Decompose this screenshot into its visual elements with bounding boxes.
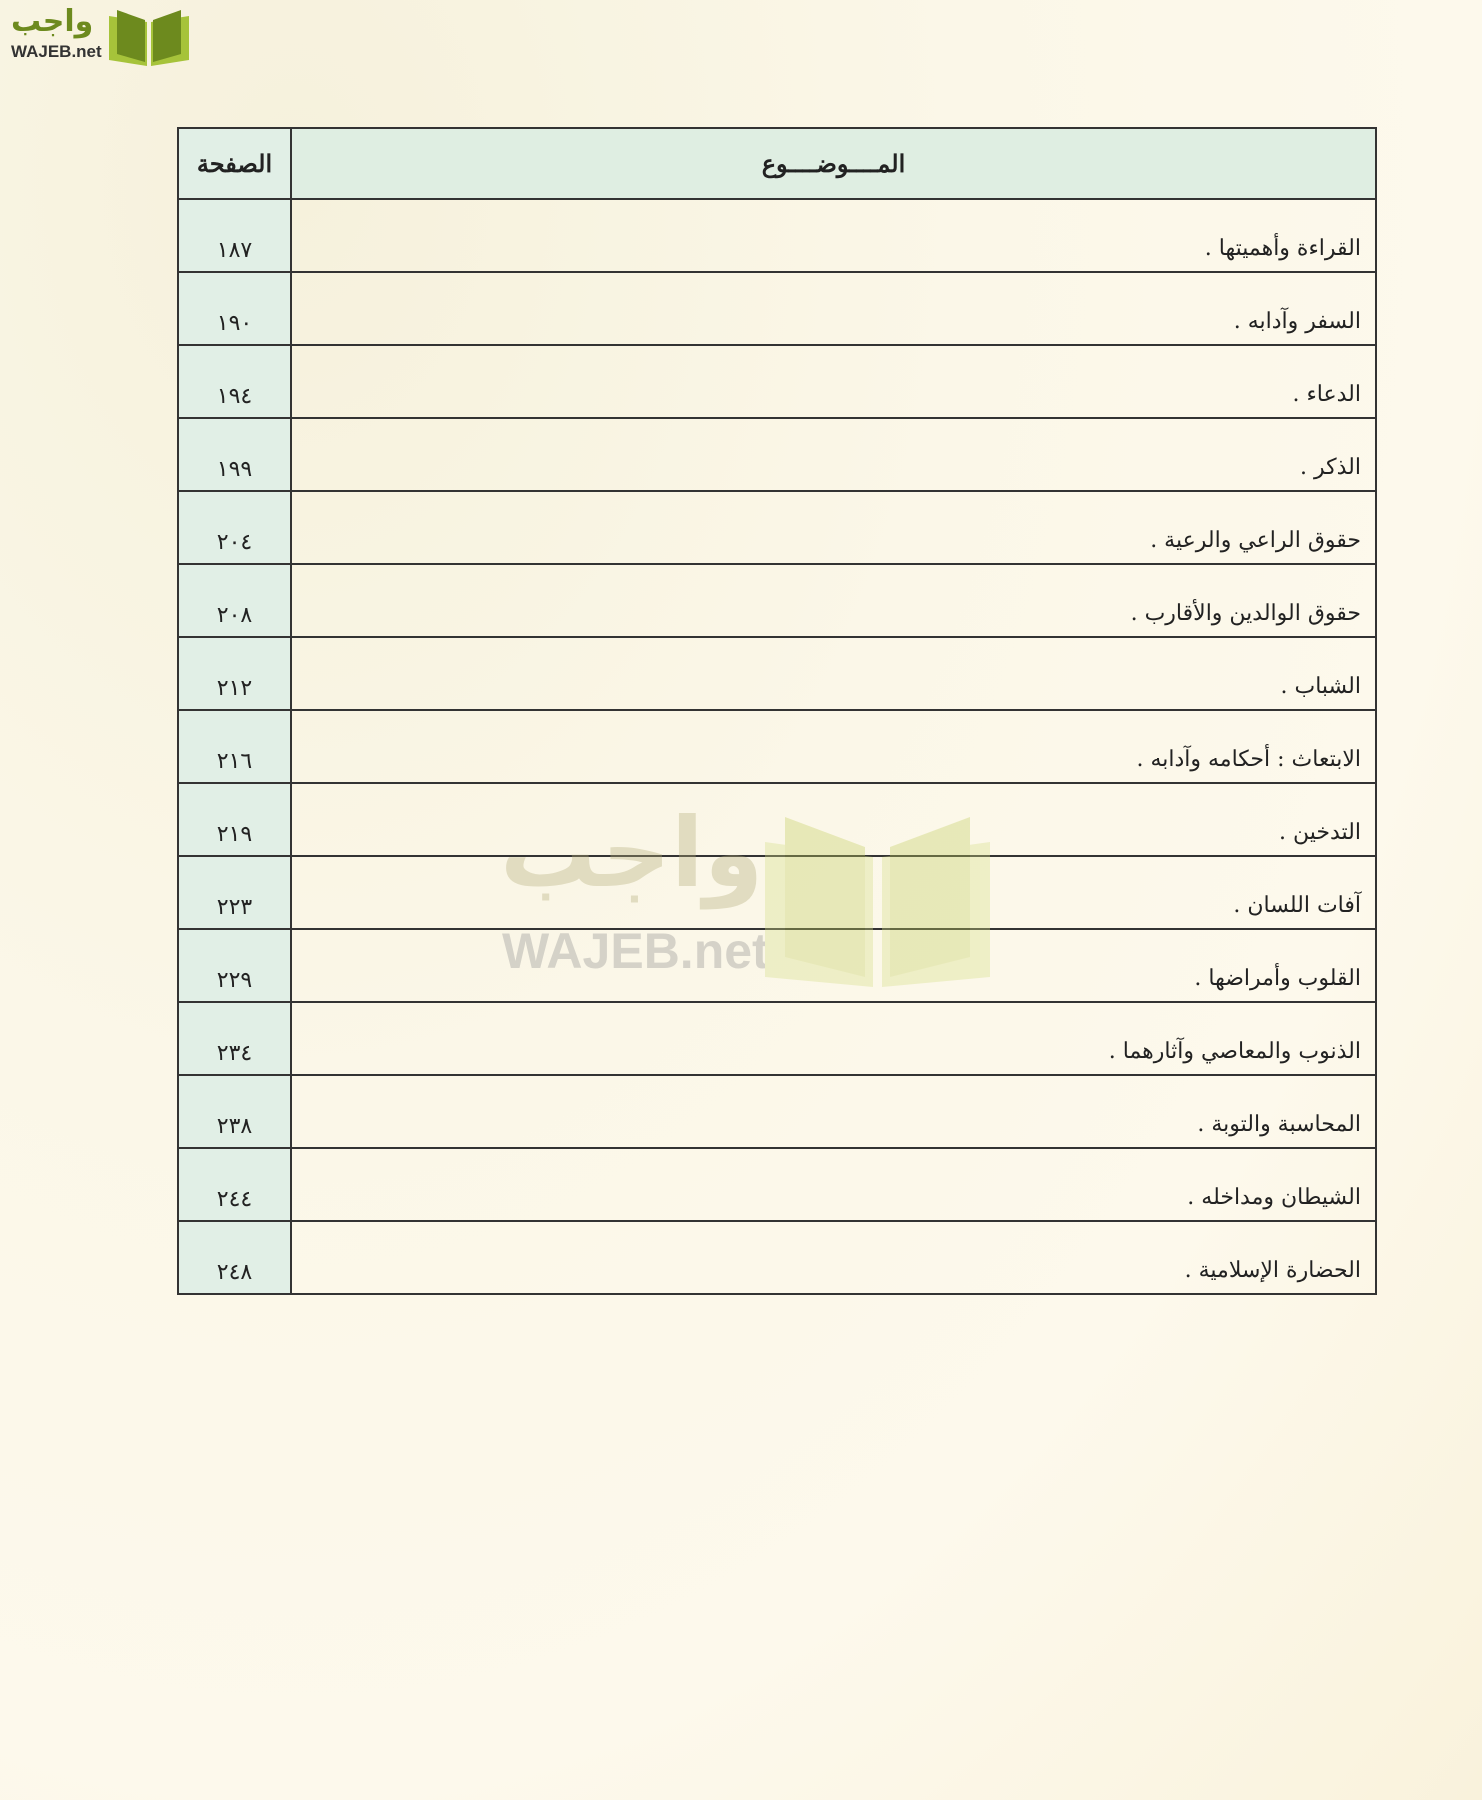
table-row bbox=[178, 418, 1376, 491]
topic-cell: الحضارة الإسلامية . bbox=[291, 1221, 1376, 1294]
table-row bbox=[178, 710, 1376, 783]
book-icon bbox=[107, 6, 191, 66]
table-row bbox=[178, 491, 1376, 564]
topic-cell: المحاسبة والتوبة . bbox=[291, 1075, 1376, 1148]
page-number-cell: ٢٢٩ bbox=[178, 929, 291, 1002]
table-row bbox=[178, 637, 1376, 710]
table-row bbox=[178, 1075, 1376, 1148]
table-row bbox=[178, 272, 1376, 345]
table-row bbox=[178, 783, 1376, 856]
table-row bbox=[178, 345, 1376, 418]
header-topic: المــــوضــــوع bbox=[291, 128, 1376, 199]
topic-cell: آفات اللسان . bbox=[291, 856, 1376, 929]
table-row bbox=[178, 1148, 1376, 1221]
topic-cell: الشيطان ومداخله . bbox=[291, 1148, 1376, 1221]
topic-cell: الشباب . bbox=[291, 637, 1376, 710]
page-number-cell: ٢٢٣ bbox=[178, 856, 291, 929]
page-number-cell: ١٩٤ bbox=[178, 345, 291, 418]
table-row bbox=[178, 199, 1376, 272]
page-number-cell: ٢١٦ bbox=[178, 710, 291, 783]
topic-cell: الذنوب والمعاصي وآثارهما . bbox=[291, 1002, 1376, 1075]
table-row bbox=[178, 856, 1376, 929]
topic-cell: القراءة وأهميتها . bbox=[291, 199, 1376, 272]
page-number-cell: ١٩٩ bbox=[178, 418, 291, 491]
topic-cell: التدخين . bbox=[291, 783, 1376, 856]
table-row bbox=[178, 1221, 1376, 1294]
page-number-cell: ٢١٢ bbox=[178, 637, 291, 710]
page-number-cell: ١٩٠ bbox=[178, 272, 291, 345]
logo-arabic: واجب bbox=[11, 4, 94, 39]
table-row bbox=[178, 1002, 1376, 1075]
topic-cell: الدعاء . bbox=[291, 345, 1376, 418]
table-of-contents bbox=[177, 127, 1377, 1295]
topic-cell: الذكر . bbox=[291, 418, 1376, 491]
page-number-cell: ٢٤٤ bbox=[178, 1148, 291, 1221]
page-number-cell: ٢٠٨ bbox=[178, 564, 291, 637]
topic-cell: حقوق الوالدين والأقارب . bbox=[291, 564, 1376, 637]
topic-cell: السفر وآدابه . bbox=[291, 272, 1376, 345]
watermark-arabic: واجب bbox=[500, 797, 764, 909]
page-number-cell: ٢٠٤ bbox=[178, 491, 291, 564]
page-number-cell: ١٨٧ bbox=[178, 199, 291, 272]
table-row bbox=[178, 929, 1376, 1002]
logo-english: WAJEB.net bbox=[11, 42, 102, 61]
header-page: الصفحة bbox=[178, 128, 291, 199]
topic-cell: الابتعاث : أحكامه وآدابه . bbox=[291, 710, 1376, 783]
table-row bbox=[178, 564, 1376, 637]
topic-cell: القلوب وأمراضها . bbox=[291, 929, 1376, 1002]
table-header-row bbox=[178, 128, 1376, 199]
topic-cell: حقوق الراعي والرعية . bbox=[291, 491, 1376, 564]
page-number-cell: ٢٣٨ bbox=[178, 1075, 291, 1148]
watermark-english: WAJEB.net bbox=[502, 923, 769, 979]
wajeb-logo[interactable] bbox=[11, 6, 191, 66]
page-number-cell: ٢١٩ bbox=[178, 783, 291, 856]
page-number-cell: ٢٣٤ bbox=[178, 1002, 291, 1075]
page-number-cell: ٢٤٨ bbox=[178, 1221, 291, 1294]
